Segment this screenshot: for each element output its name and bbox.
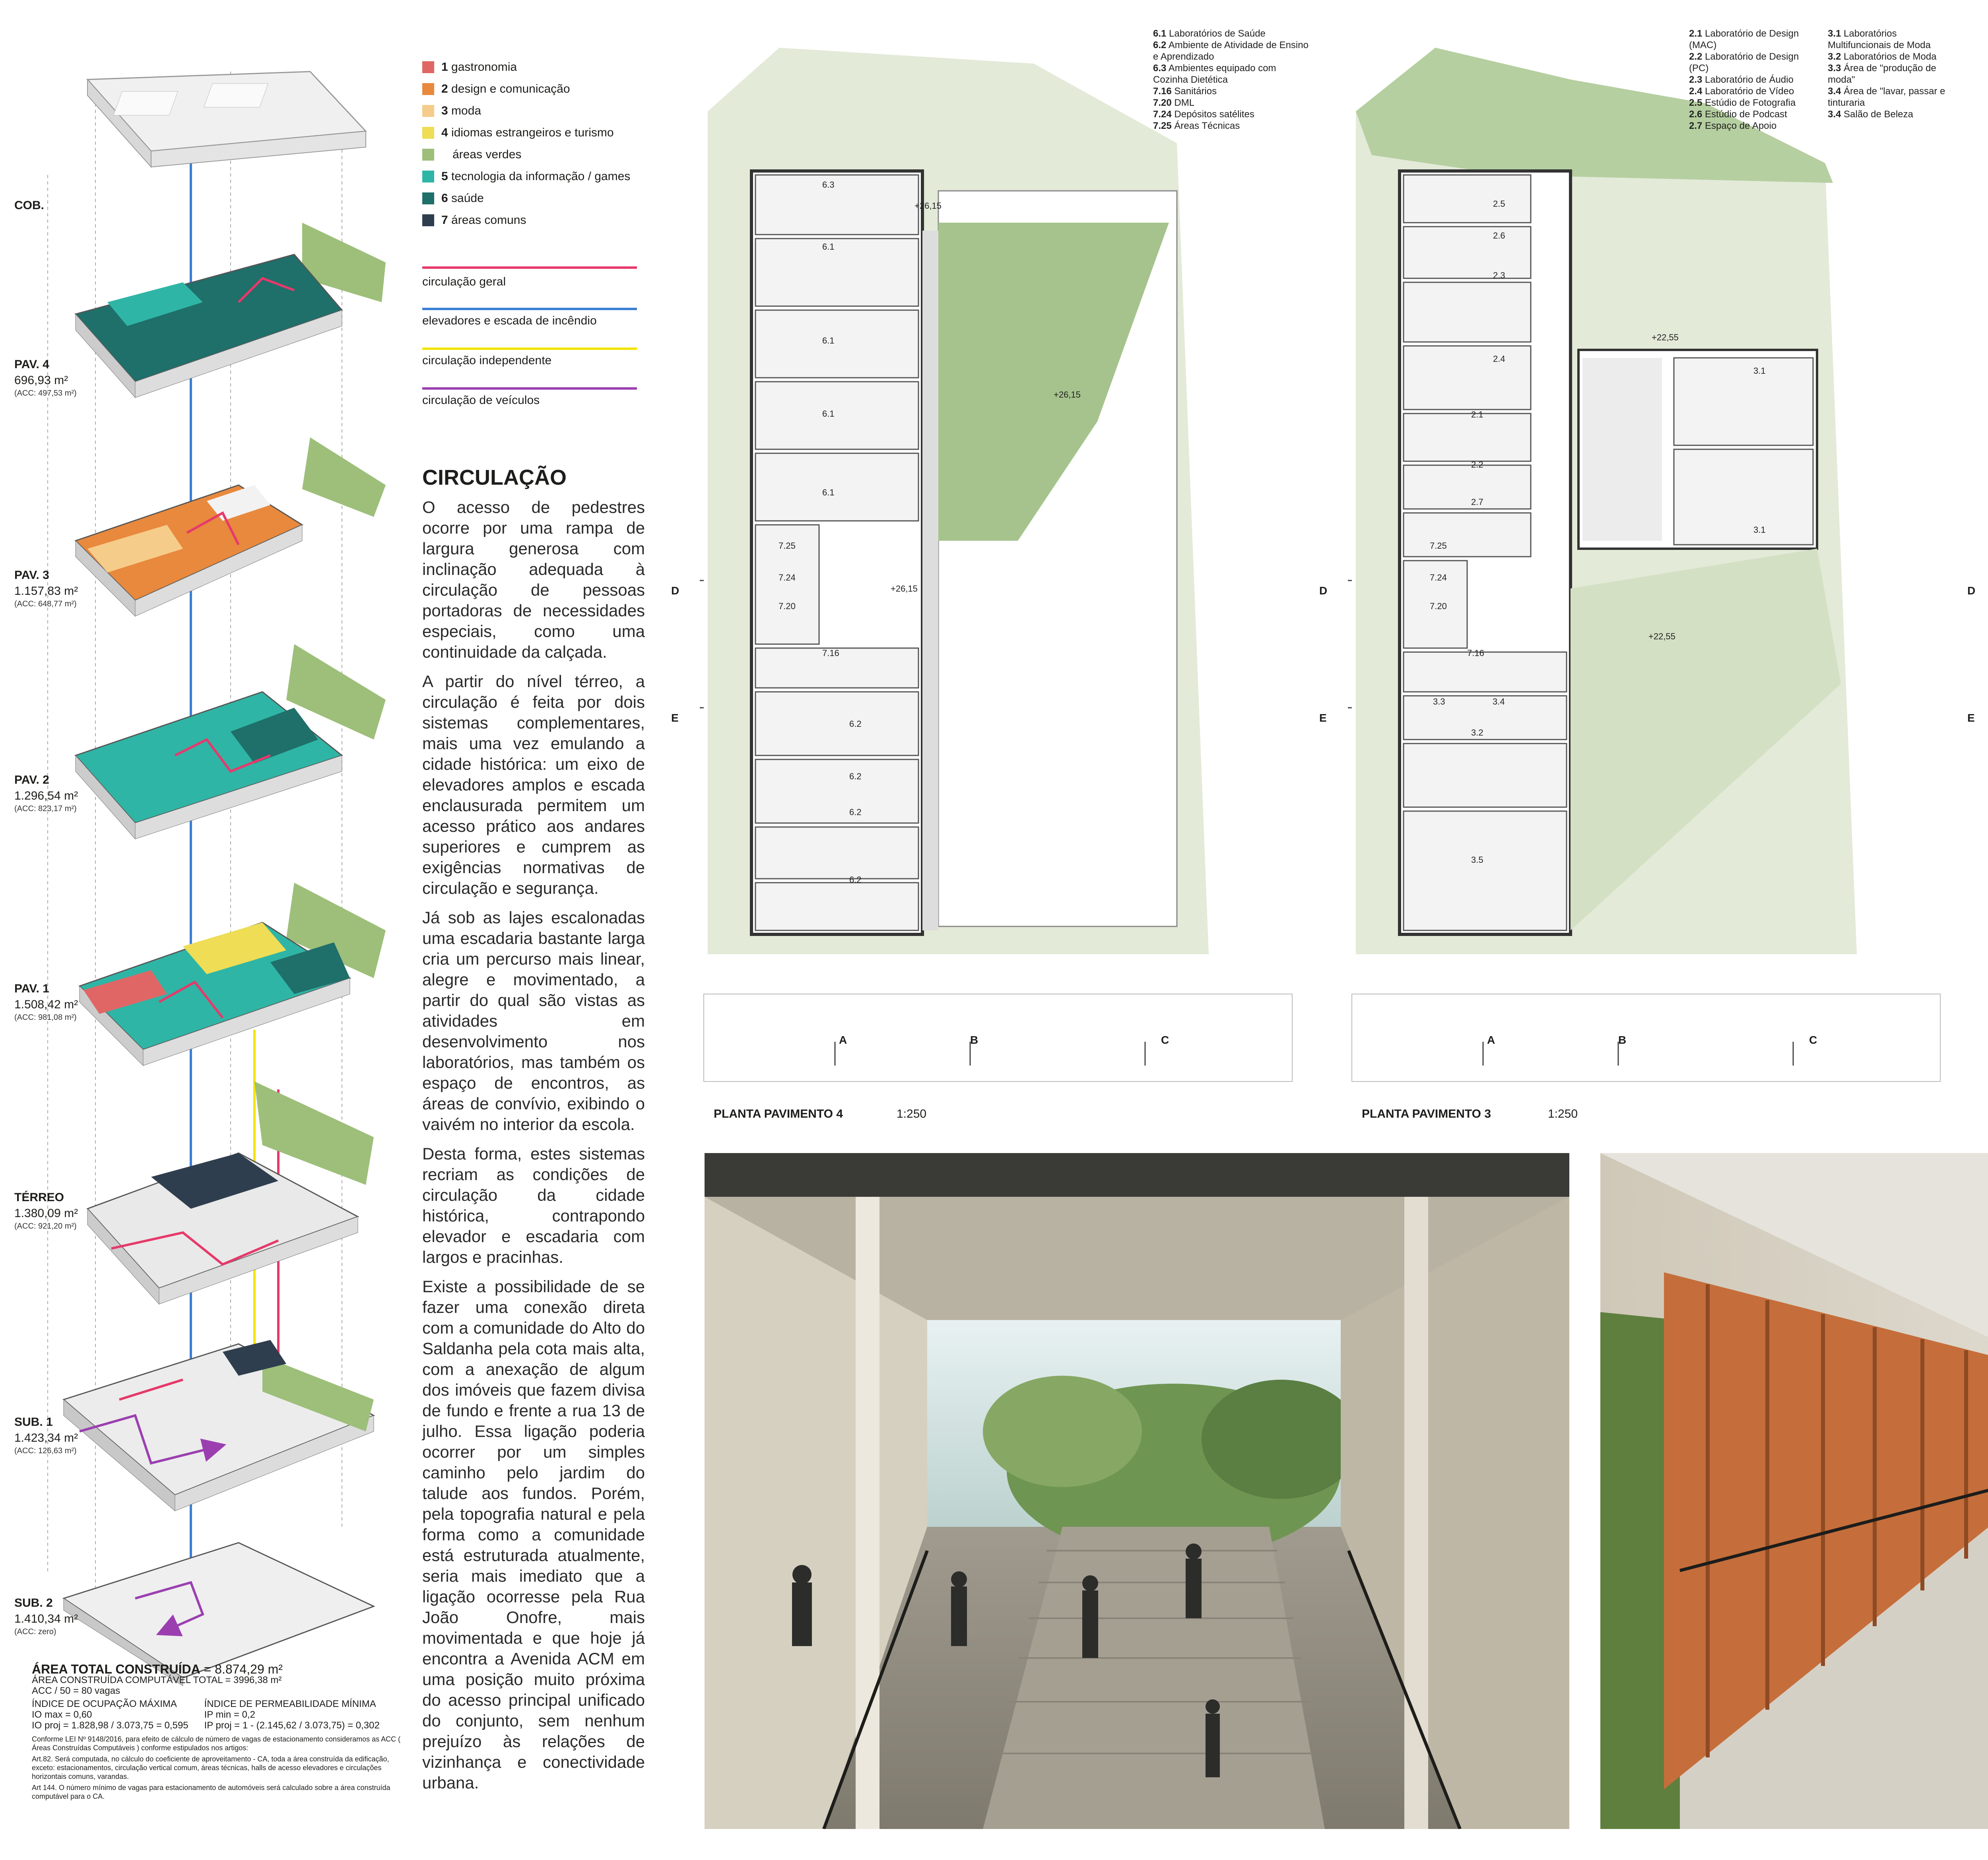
legend-text: Ambiente de Atividade de Ensino e Aprendizado <box>1153 40 1309 62</box>
level-acc-pav4: (ACC: 497,53 m²) <box>14 389 77 398</box>
section-cut-d: D <box>1319 584 1328 597</box>
legend-circ-line <box>422 348 637 350</box>
level-mark: +26,15 <box>1054 390 1081 400</box>
room-label: 2.2 <box>1471 460 1483 470</box>
legend-code: 7.25 <box>1153 120 1172 131</box>
legend-code: 3.4 <box>1828 109 1841 120</box>
legend-swatch <box>422 149 434 161</box>
legend-text: Laboratórios de Moda <box>1844 51 1937 62</box>
legend-swatch <box>422 83 434 95</box>
level-label-pav2: PAV. 2 <box>14 773 49 786</box>
circulacao-paragraph: Existe a possibilidade de se fazer uma conexão direta com a comunidade do Alto do Saldanha pela cota mais alta, com a anexação de algum dos imóveis que fazem divisa de fundo e frente a rua 13 de julho. Essa ligação poderia ocorrer por um simples caminho pelo jardim do talude aos fundos. Porém, pela topografia natural e pela forma como a comunidade está estruturada atualmente, seria mais imediato que a ligação ocorresse pela Rua João Onofre, mais movimentada e que hoje já encontra a Avenida ACM em uma posição muito próxima do acesso principal unificado do conjunto, sem nenhum prejuízo às relações de vizinhança e conectividade urbana. <box>422 1277 645 1792</box>
level-mark: +26,15 <box>914 201 942 211</box>
plan-title: PLANTA PAVIMENTO 4 <box>714 1107 843 1120</box>
legend-label: design e comunicação <box>451 82 570 95</box>
legend-code: 2.7 <box>1689 120 1703 131</box>
legend-label: idiomas estrangeiros e turismo <box>451 126 614 139</box>
legend-num: 6 <box>441 192 448 205</box>
ip-line: IP min = 0,2 <box>204 1709 255 1720</box>
legend-code: 6.1 <box>1153 28 1167 39</box>
plan-scale: 1:250 <box>1548 1107 1578 1120</box>
room-label: 3.5 <box>1471 855 1483 865</box>
legend-text: Depósitos satélites <box>1174 109 1254 120</box>
render-image <box>1600 1153 1988 1829</box>
room-label: 7.16 <box>1467 648 1484 658</box>
room-label: 7.25 <box>779 541 796 551</box>
room-label: 3.1 <box>1753 366 1766 376</box>
legend-item-gastronomia <box>422 60 517 74</box>
axo-pav1 <box>80 883 386 1066</box>
ip-line: IP proj = 1 - (2.145,62 / 3.073,75) = 0,302 <box>204 1720 380 1731</box>
totals-value: = 8.874,29 m² <box>204 1662 283 1676</box>
section-cut-d: D <box>1967 584 1976 597</box>
legend-num: 5 <box>441 170 448 183</box>
level-area-terreo: 1.380,09 m² <box>14 1207 78 1220</box>
room-label: 2.3 <box>1493 270 1505 280</box>
legend-text: Laboratório de Áudio <box>1705 74 1794 85</box>
room-label: 2.5 <box>1493 199 1505 209</box>
legend-label: saúde <box>451 192 484 205</box>
level-label-pav4: PAV. 4 <box>14 358 49 371</box>
render-corridor <box>1600 1153 1988 1829</box>
legend-code: 2.5 <box>1689 97 1703 108</box>
room-label: 6.2 <box>849 771 862 781</box>
legend-swatch <box>422 105 434 117</box>
room-label: 2.4 <box>1493 354 1505 364</box>
plan-drawing <box>700 24 1296 1097</box>
circulacao-paragraph: A partir do nível térreo, a circulação é feita por dois sistemas complementares, mais uma vez emulando a cidade histórica: um eixo de elevadores amplos e escada enclausurada permitem um acesso prático aos andares superiores e cumprem as exigências normativas de circulação e segurança. <box>422 672 645 897</box>
room-label: 6.2 <box>849 807 862 817</box>
room-label: 6.1 <box>822 409 835 419</box>
totals-title: ÁREA TOTAL CONSTRUÍDA <box>32 1662 200 1676</box>
ip-title: ÍNDICE DE PERMEABILIDADE MÍNIMA <box>204 1699 376 1709</box>
legend-code: 7.24 <box>1153 109 1172 120</box>
axo-roof <box>87 72 366 167</box>
level-acc-pav3: (ACC: 648,77 m²) <box>14 600 77 608</box>
legend-text: Laboratórios de Saúde <box>1169 28 1266 39</box>
legend-circ-geral: circulação geral <box>422 275 506 288</box>
legend-circ-veiculos: circulação de veículos <box>422 394 540 407</box>
section-cut-e: E <box>1319 712 1327 724</box>
legend-text: DML <box>1174 97 1195 108</box>
legend-text: Áreas Técnicas <box>1174 120 1240 131</box>
section-cut-e: E <box>671 712 679 724</box>
plan3-legend-col2 <box>1828 28 1947 120</box>
legend-text: Sanitários <box>1174 86 1217 97</box>
legend-item-idiomas <box>422 126 614 140</box>
legend-text: Estúdio de Fotografia <box>1705 97 1796 108</box>
legend-label: áreas verdes <box>452 148 522 161</box>
room-label: 2.1 <box>1471 410 1483 419</box>
room-label: 7.16 <box>822 648 839 658</box>
legend-swatch <box>422 61 434 73</box>
legend-swatch <box>422 192 434 204</box>
io-title: ÍNDICE DE OCUPAÇÃO MÁXIMA <box>32 1699 177 1709</box>
level-acc-pav1: (ACC: 981,08 m²) <box>14 1013 77 1022</box>
legend-text: Ambientes equipado com Cozinha Dietética <box>1153 63 1276 85</box>
legend-num: 1 <box>441 60 448 74</box>
io-line: IO max = 0,60 <box>32 1709 92 1720</box>
legend-label: gastronomia <box>451 60 517 74</box>
legend-text: Área de "lavar, passar e tinturaria <box>1828 86 1945 108</box>
room-label: 3.2 <box>1471 728 1483 738</box>
room-label: 6.3 <box>822 180 835 190</box>
room-label: 7.20 <box>1430 601 1447 611</box>
io-line: IO proj = 1.828,98 / 3.073,75 = 0,595 <box>32 1720 188 1731</box>
section-cut-b: B <box>1618 1034 1627 1046</box>
circulacao-heading: CIRCULAÇÃO <box>422 466 567 489</box>
legend-circ-line <box>422 387 637 390</box>
plan4-legend <box>1153 28 1312 132</box>
legend-text: Laboratório de Design (PC) <box>1689 51 1799 74</box>
level-label-pav3: PAV. 3 <box>14 569 49 582</box>
legend-item-design <box>422 82 570 96</box>
legend-circ-line <box>422 308 637 310</box>
totals-note: Art.82. Será computada, no cálculo do coeficiente de aproveitamento - CA, toda a área construída da edificação, exceto: estacionamentos, circulação vertical comum, áreas técnicas, halls de acesso elevadores e circulações horizontais comuns, varandas. <box>32 1755 389 1780</box>
legend-num: 2 <box>441 82 448 95</box>
level-area-pav2: 1.296,54 m² <box>14 789 78 802</box>
legend-swatch <box>422 171 434 183</box>
section-cut-d: D <box>671 584 679 597</box>
circulacao-paragraph: Já sob as lajes escalonadas uma escadaria bastante larga cria um percurso mais linear, alegre e movimentado, a partir do qual são vistas as atividades em desenvolvimento nos laboratórios, mas também os espaço de encontros, as áreas de convívio, exibindo o vaivém no interior da escola. <box>422 908 645 1134</box>
legend-code: 3.2 <box>1828 51 1841 62</box>
level-mark: +26,15 <box>891 584 918 594</box>
level-acc-sub2: (ACC: zero) <box>14 1627 56 1636</box>
legend-text: Estúdio de Podcast <box>1705 109 1787 120</box>
legend-circ-line <box>422 266 637 269</box>
level-mark: +22,55 <box>1652 332 1679 342</box>
legend-code: 2.2 <box>1689 51 1703 62</box>
legend-text: Espaço de Apoio <box>1705 120 1777 131</box>
circulacao-paragraph: O acesso de pedestres ocorre por uma rampa de largura generosa com inclinação adequada à circulação de pessoas portadoras de necessidades especiais, como uma continuidade da calçada. <box>422 498 645 661</box>
room-label: 2.7 <box>1471 497 1483 507</box>
legend-circ-independente: circulação independente <box>422 354 552 367</box>
legend-code: 2.3 <box>1689 74 1703 85</box>
legend-item-moda <box>422 104 481 118</box>
room-label: 6.1 <box>822 336 835 346</box>
legend-circ-elevadores: elevadores e escada de incêndio <box>422 314 597 327</box>
legend-item-areas-comuns <box>422 214 526 227</box>
room-label: 3.3 <box>1433 697 1445 707</box>
legend-text: Salão de Beleza <box>1844 109 1913 120</box>
plan3-legend-col1 <box>1689 28 1820 132</box>
room-label: 7.24 <box>1430 573 1447 582</box>
room-label: 3.1 <box>1753 525 1766 535</box>
level-area-sub2: 1.410,34 m² <box>14 1612 78 1625</box>
level-area-pav4: 696,93 m² <box>14 374 68 387</box>
legend-num: 3 <box>441 104 448 117</box>
legend-num: 7 <box>441 214 448 227</box>
room-label: 6.1 <box>822 242 835 252</box>
legend-label: áreas comuns <box>451 214 526 227</box>
legend-code: 2.1 <box>1689 28 1703 39</box>
plan-scale: 1:250 <box>897 1107 927 1120</box>
area-totals <box>32 1664 406 1801</box>
legend-text: Laboratórios Multifuncionais de Moda <box>1828 28 1931 50</box>
section-cut-a: A <box>839 1034 847 1046</box>
legend-code: 6.2 <box>1153 40 1167 50</box>
legend-num: 4 <box>441 126 448 139</box>
legend-code: 7.20 <box>1153 97 1172 108</box>
level-area-pav1: 1.508,42 m² <box>14 998 78 1011</box>
level-label-terreo: TÉRREO <box>14 1191 64 1204</box>
legend-swatch <box>422 127 434 139</box>
legend-code: 2.6 <box>1689 109 1703 120</box>
section-cut-c: C <box>1161 1034 1169 1046</box>
room-label: 2.6 <box>1493 231 1505 241</box>
room-label: 7.25 <box>1430 541 1447 551</box>
legend-code: 3.3 <box>1828 63 1841 74</box>
totals-line: ÁREA CONSTRUÍDA COMPUTÁVEL TOTAL = 3996,38 m² <box>32 1675 282 1685</box>
level-acc-pav2: (ACC: 823,17 m²) <box>14 804 77 813</box>
room-label: 3.4 <box>1493 697 1505 707</box>
level-area-sub1: 1.423,34 m² <box>14 1431 78 1445</box>
section-cut-c: C <box>1809 1034 1817 1046</box>
render-stair-atrium <box>705 1153 1569 1829</box>
level-acc-terreo: (ACC: 921,20 m²) <box>14 1222 77 1231</box>
legend-label: tecnologia da informação / games <box>451 170 631 183</box>
legend-code: 7.16 <box>1153 86 1172 97</box>
plan-drawing <box>1348 24 1944 1097</box>
legend-item-ti-games <box>422 170 630 183</box>
section-cut-b: B <box>970 1034 978 1046</box>
circulacao-paragraph: Desta forma, estes sistemas recriam as condições de circulação da cidade histórica, contrapondo elevador e escadaria com largos e pracinhas. <box>422 1144 645 1266</box>
legend-item-areas-verdes <box>422 148 521 161</box>
render-image <box>705 1153 1569 1829</box>
room-label: 6.2 <box>849 719 862 729</box>
legend-code: 3.1 <box>1828 28 1841 39</box>
level-label-sub1: SUB. 1 <box>14 1415 53 1429</box>
legend-code: 3.4 <box>1828 86 1841 97</box>
room-label: 7.24 <box>779 573 796 582</box>
room-label: 7.20 <box>779 601 796 611</box>
room-label: 6.1 <box>822 487 835 497</box>
legend-item-saude <box>422 192 484 205</box>
plan-title: PLANTA PAVIMENTO 3 <box>1362 1107 1491 1120</box>
legend-code: 2.4 <box>1689 86 1703 97</box>
totals-line: ACC / 50 = 80 vagas <box>32 1685 120 1696</box>
legend-text: Área de "produção de moda" <box>1828 63 1936 85</box>
totals-note: Art 144. O número mínimo de vagas para estacionamento de automóveis será calculado sobre a área construída computável para o CA. <box>32 1784 390 1800</box>
section-cut-e: E <box>1967 712 1975 724</box>
legend-label: moda <box>451 104 481 117</box>
legend-text: Laboratório de Vídeo <box>1705 86 1794 97</box>
totals-note: Conforme LEI Nº 9148/2016, para efeito de cálculo de número de vagas de estacionamento consideramos as ACC ( Áreas Construídas Computáveis ) conforme estipulados nos artigos: <box>32 1735 401 1752</box>
level-acc-sub1: (ACC: 126,63 m²) <box>14 1446 77 1455</box>
plan-pavimento-4 <box>700 24 1296 1097</box>
level-area-pav3: 1.157,83 m² <box>14 584 78 598</box>
level-mark: +22,55 <box>1648 631 1675 641</box>
level-label-cob: COB. <box>14 199 44 212</box>
legend-swatch <box>422 214 434 226</box>
circulacao-body <box>422 497 645 1802</box>
legend-code: 6.3 <box>1153 63 1167 74</box>
room-label: 6.2 <box>849 875 862 885</box>
axo-sub1 <box>64 1340 374 1511</box>
legend-text: Laboratório de Design (MAC) <box>1689 28 1799 50</box>
level-label-pav1: PAV. 1 <box>14 982 49 995</box>
plan-pavimento-3 <box>1348 24 1944 1097</box>
level-label-sub2: SUB. 2 <box>14 1596 53 1610</box>
section-cut-a: A <box>1487 1034 1495 1046</box>
